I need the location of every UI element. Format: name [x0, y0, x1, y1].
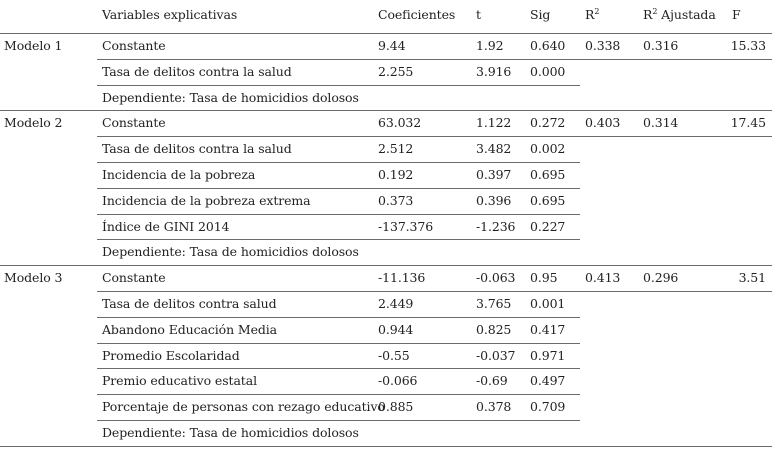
header-divider	[0, 33, 772, 34]
row-t: -1.236	[476, 218, 516, 234]
row-coefficient: 0.373	[378, 192, 414, 208]
row-sig: 0.497	[530, 373, 566, 389]
row-coefficient: 0.885	[378, 399, 414, 415]
row-variable: Abandono Educación Media	[102, 321, 278, 337]
dependent-note: Dependiente: Tasa de homicidios dolosos	[102, 244, 359, 260]
row-divider	[97, 343, 580, 344]
row-t: 0.825	[476, 321, 512, 337]
model-r2: 0.403	[585, 115, 621, 131]
row-t: -0.69	[476, 373, 508, 389]
row-variable: Índice de GINI 2014	[102, 218, 230, 234]
row-t: -0.063	[476, 270, 516, 286]
row-divider	[97, 162, 580, 163]
model-f: 15.33	[730, 38, 766, 53]
row-variable: Incidencia de la pobreza	[102, 167, 256, 182]
row-coefficient: 9.44	[378, 38, 406, 53]
row-coefficient: -0.55	[378, 347, 410, 363]
row-t: 1.122	[476, 115, 512, 131]
row-divider	[97, 188, 580, 189]
header-t: t	[476, 7, 481, 22]
row-sig: 0.640	[530, 38, 566, 53]
header-coefficients: Coeficientes	[378, 7, 456, 22]
row-variable: Porcentaje de personas con rezago educativo	[102, 399, 385, 415]
model-divider	[0, 446, 772, 447]
row-divider	[97, 59, 772, 60]
row-coefficient: 0.944	[378, 321, 414, 337]
row-variable: Constante	[102, 38, 166, 53]
row-divider	[97, 239, 580, 240]
row-divider	[97, 394, 580, 395]
model-r2: 0.338	[585, 38, 621, 53]
row-divider	[97, 420, 580, 421]
row-t: 1.92	[476, 38, 504, 53]
row-divider	[97, 291, 772, 292]
row-coefficient: 2.449	[378, 296, 414, 311]
row-variable: Incidencia de la pobreza extrema	[102, 192, 311, 208]
row-coefficient: 2.512	[378, 141, 414, 157]
row-coefficient: 63.032	[378, 115, 422, 131]
row-sig: 0.971	[530, 347, 566, 363]
row-coefficient: -0.066	[378, 373, 418, 389]
row-t: 0.378	[476, 399, 512, 415]
header-r2: $R^2$	[585, 7, 600, 22]
header-f: F	[732, 7, 741, 22]
row-variable: Tasa de delitos contra salud	[102, 296, 277, 311]
model-r2: 0.413	[585, 270, 621, 286]
model-r2-adjusted: 0.316	[643, 38, 679, 53]
model-label: Modelo 1	[4, 38, 63, 53]
row-sig: 0.000	[530, 63, 566, 79]
row-t: -0.037	[476, 347, 516, 363]
row-divider	[97, 317, 580, 318]
row-variable: Premio educativo estatal	[102, 373, 257, 389]
model-r2-adjusted: 0.314	[643, 115, 679, 131]
row-t: 3.916	[476, 63, 512, 79]
row-sig: 0.001	[530, 296, 566, 311]
row-divider	[97, 214, 580, 215]
row-sig: 0.95	[530, 270, 558, 286]
row-t: 3.482	[476, 141, 512, 157]
row-divider	[97, 368, 580, 369]
model-f: 3.51	[738, 270, 766, 286]
header-variables: Variables explicativas	[102, 7, 238, 22]
row-divider	[97, 85, 580, 86]
row-divider	[97, 136, 772, 137]
row-t: 0.396	[476, 192, 512, 208]
row-coefficient: -137.376	[378, 218, 434, 234]
row-sig: 0.002	[530, 141, 566, 157]
row-variable: Tasa de delitos contra la salud	[102, 63, 292, 79]
header-r2-adjusted: $R^2$ Ajustada	[643, 7, 716, 22]
row-sig: 0.695	[530, 167, 566, 182]
row-sig: 0.695	[530, 192, 566, 208]
row-coefficient: -11.136	[378, 270, 426, 286]
row-sig: 0.709	[530, 399, 566, 415]
header-sig: Sig	[530, 7, 551, 22]
row-variable: Constante	[102, 270, 166, 286]
row-coefficient: 2.255	[378, 63, 414, 79]
row-t: 3.765	[476, 296, 512, 311]
model-divider	[0, 265, 772, 266]
row-variable: Promedio Escolaridad	[102, 347, 240, 363]
dependent-note: Dependiente: Tasa de homicidios dolosos	[102, 425, 359, 440]
row-t: 0.397	[476, 167, 512, 182]
row-sig: 0.417	[530, 321, 566, 337]
model-divider	[0, 110, 772, 111]
row-variable: Constante	[102, 115, 166, 131]
row-variable: Tasa de delitos contra la salud	[102, 141, 292, 157]
model-r2-adjusted: 0.296	[643, 270, 679, 286]
model-label: Modelo 2	[4, 115, 63, 131]
row-coefficient: 0.192	[378, 167, 414, 182]
row-sig: 0.227	[530, 218, 566, 234]
model-label: Modelo 3	[4, 270, 63, 286]
row-sig: 0.272	[530, 115, 566, 131]
dependent-note: Dependiente: Tasa de homicidios dolosos	[102, 89, 359, 105]
model-f: 17.45	[730, 115, 766, 131]
